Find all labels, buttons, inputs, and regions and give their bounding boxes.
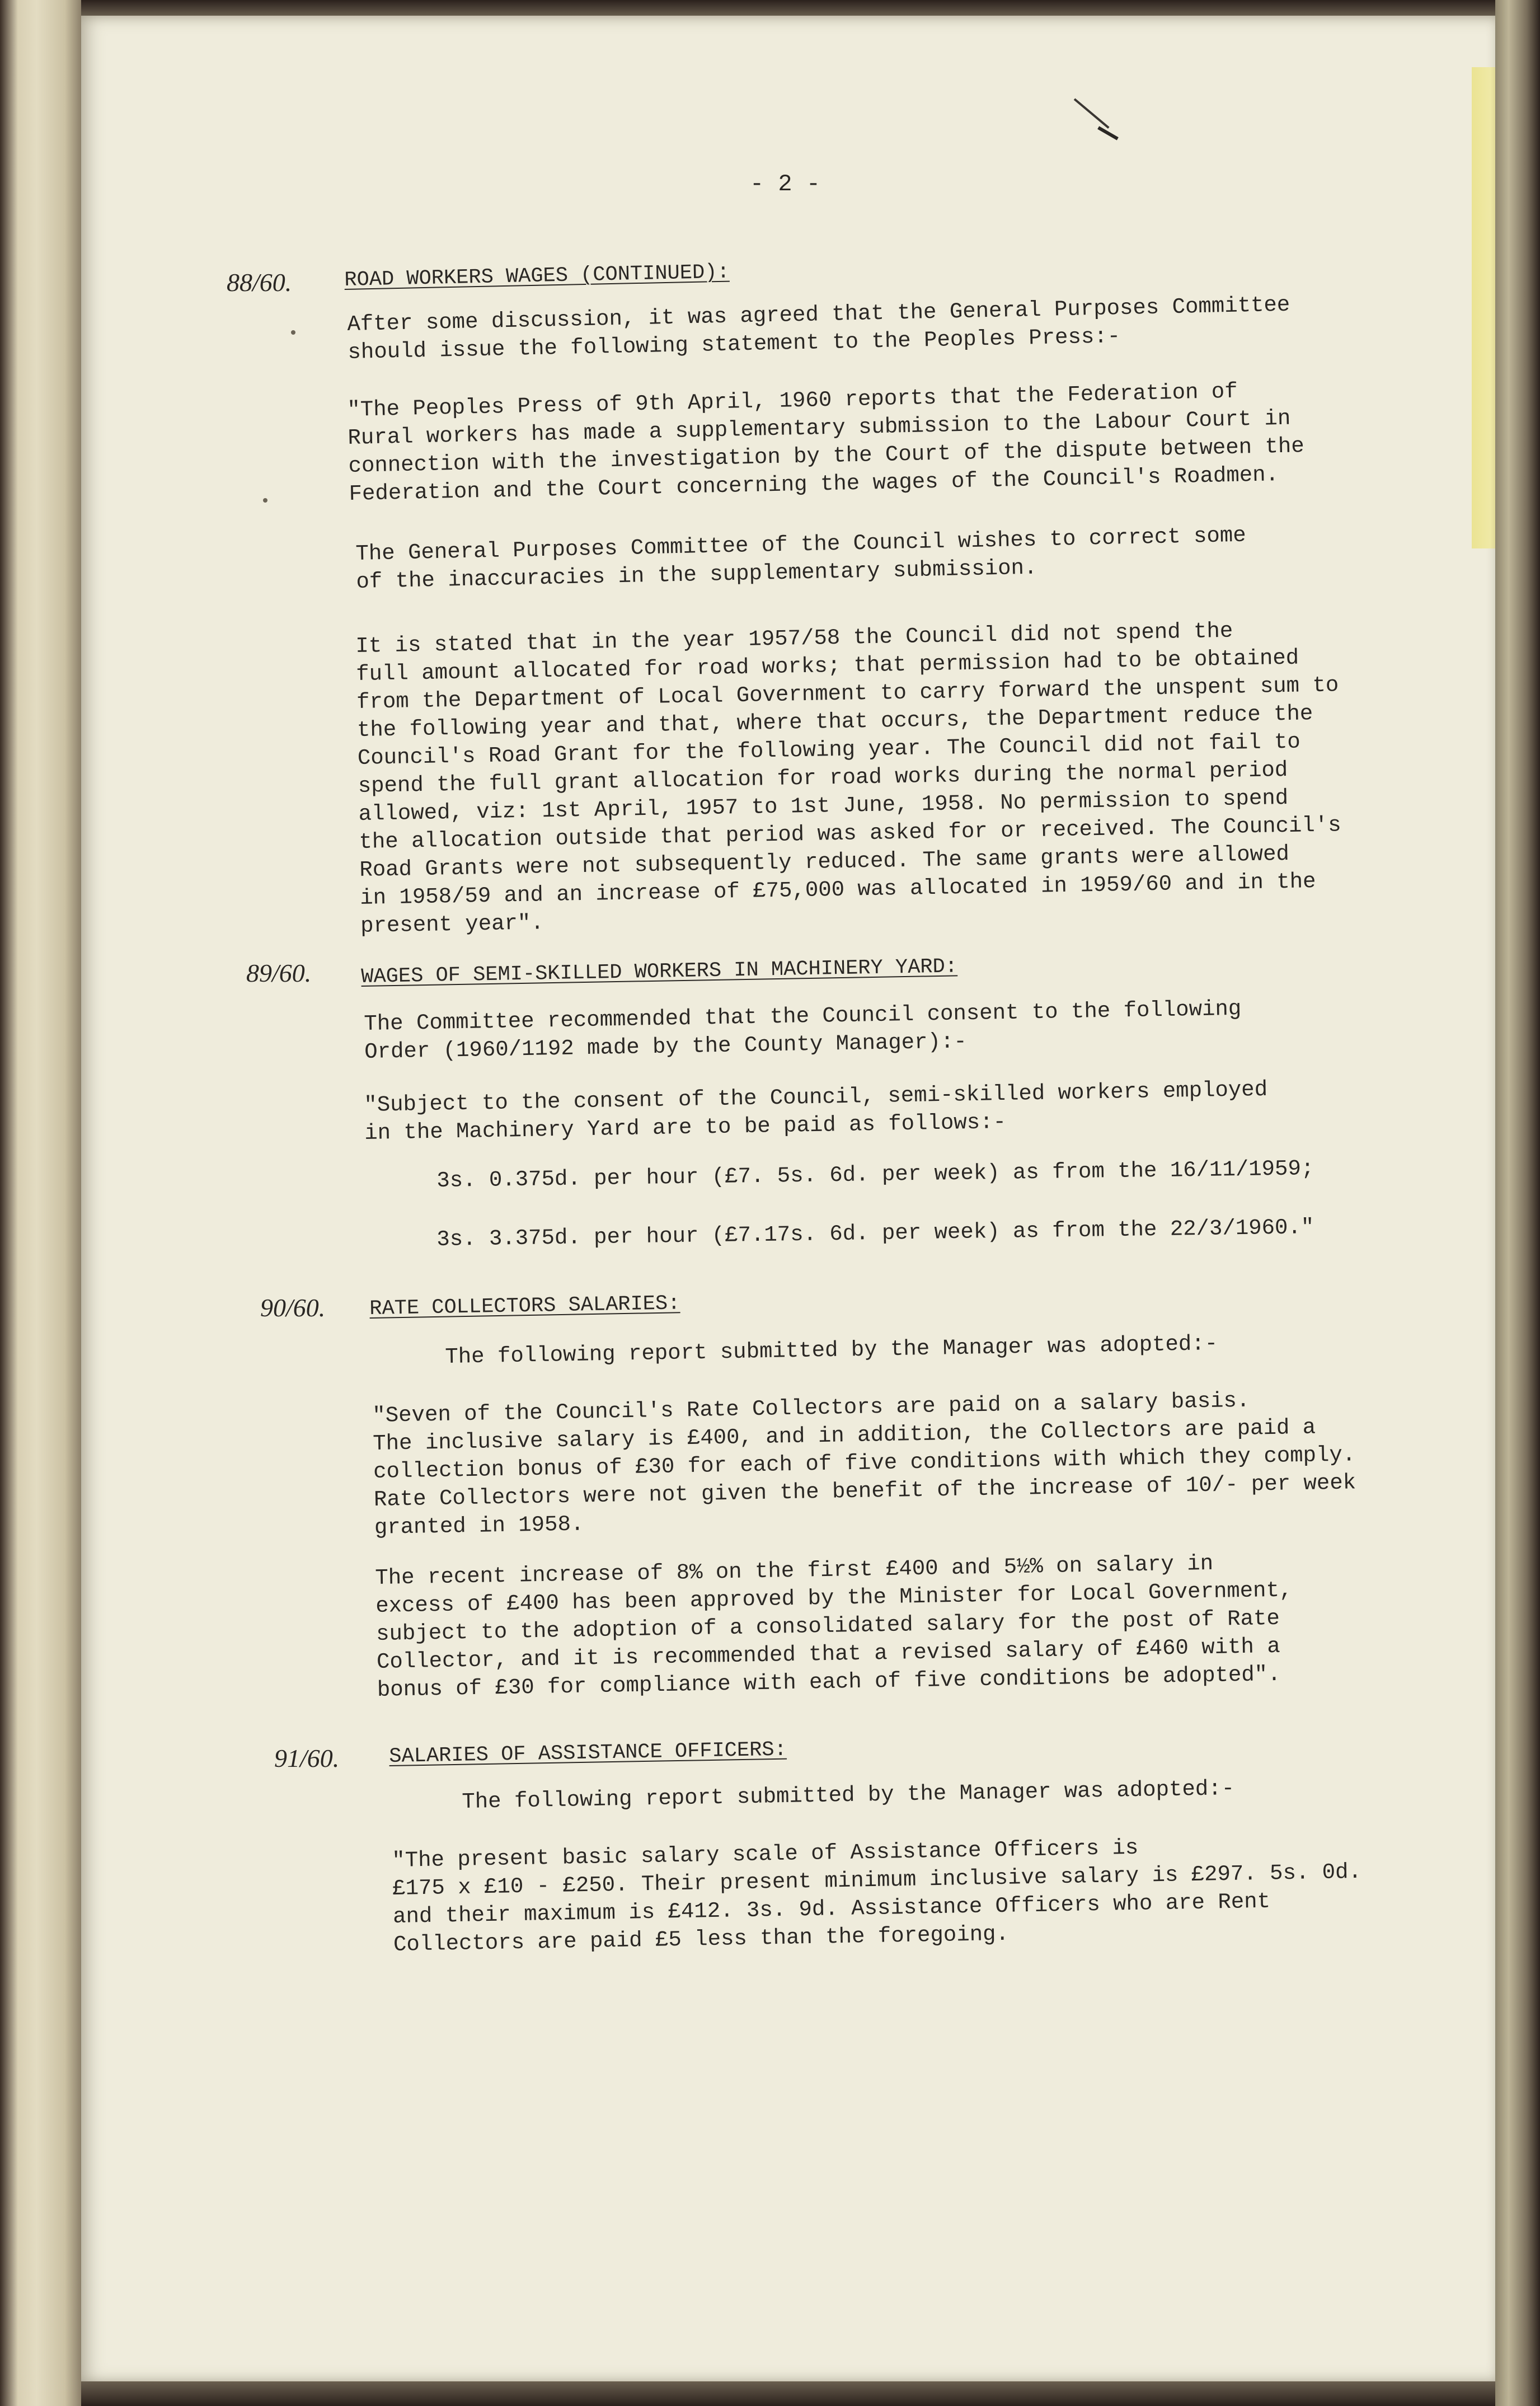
paragraph: "Seven of the Council's Rate Collectors are paid on a salary basis. The inclusive salary is £400, and in addition, the Collectors are paid a collection bonus of £30 for each of five conditions with which they comply. Rate Collectors were not given the benefit of the increase of 10/- per week granted in 1958.: [372, 1388, 1356, 1540]
item-heading: WAGES OF SEMI-SKILLED WORKERS IN MACHINERY YARD:: [361, 955, 958, 989]
item-number: 89/60.: [246, 959, 312, 987]
paragraph: The recent increase of 8% on the first £400 and 5½% on salary in excess of £400 has been approved by the Minister for Local Government, subject to the adoption of a consolidated salary for the post of Rate Collector, and it is recommended that a revised salary of £460 with a bonus of £30 for compliance with each of five conditions be adopted".: [375, 1551, 1293, 1703]
margin-speck: [291, 330, 295, 335]
wage-rate-line: 3s. 0.375d. per hour (£7. 5s. 6d. per week) as from the 16/11/1959;: [436, 1156, 1314, 1193]
page-number: - 2 -: [750, 171, 821, 198]
paragraph: It is stated that in the year 1957/58 the Council did not spend the full amount allocated for road works; that permission had to be obtained from the Department of Local Government to carry forward the unspent sum to the following year and that, where that occurs, the Department reduce the Council's Road Grant for the following year. The Council did not fail to spend the full grant allocation for road works during the normal period allowed, viz: 1st April, 1957 to 1st June, 1958. No permission to spend the allocation outside that period was asked for or received. The Council's Road Grants were not subsequently reduced. The same grants were allowed in 1958/59 and an increase of £75,000 was allocated in 1959/60 and in the present year".: [355, 618, 1341, 939]
page-top-shadow: [81, 0, 1500, 17]
paragraph: The following report submitted by the Manager was adopted:-: [462, 1776, 1235, 1814]
paragraph: "The Peoples Press of 9th April, 1960 reports that the Federation of Rural workers has made a supplementary submission to the Labour Court in connection with the investigation by the Court of the dispute between the Federation and the Court concerning the wages of the Council's Roadmen.: [347, 379, 1305, 506]
page-bottom-shadow: [81, 2381, 1500, 2406]
item-number: 90/60.: [260, 1293, 326, 1322]
item-number: 88/60.: [227, 268, 292, 297]
paragraph: The General Purposes Committee of the Council wishes to correct some of the inaccuracies in the supplementary submission.: [355, 523, 1247, 594]
book-binding: [0, 0, 81, 2406]
wage-rate-line: 3s. 3.375d. per hour (£7.17s. 6d. per week) as from the 22/3/1960.": [436, 1215, 1314, 1252]
item-heading: RATE COLLECTORS SALARIES:: [369, 1292, 680, 1321]
paragraph: "Subject to the consent of the Council, semi-skilled workers employed in the Machinery Yard are to be paid as follows:-: [364, 1077, 1268, 1146]
page-stack-edge: [1495, 0, 1540, 2406]
margin-speck: [263, 498, 267, 503]
document-page: [81, 16, 1500, 2383]
item-heading: ROAD WORKERS WAGES (CONTINUED):: [344, 260, 730, 292]
paragraph: "The present basic salary scale of Assistance Officers is £175 x £10 - £250. Their present minimum inclusive salary is £297. 5s. 0d. and their maximum is £412. 3s. 9d. Assistance Officers who are Rent Collectors are paid £5 less than the foregoing.: [392, 1835, 1362, 1957]
paragraph: The Committee recommended that the Council consent to the following Order (1960/1192 made by the County Manager):-: [364, 996, 1242, 1064]
item-number: 91/60.: [274, 1744, 340, 1772]
paragraph: The following report submitted by the Manager was adopted:-: [445, 1331, 1218, 1370]
item-heading: SALARIES OF ASSISTANCE OFFICERS:: [389, 1738, 787, 1769]
paragraph: After some discussion, it was agreed that the General Purposes Committee should issue the following statement to the Peoples Press:-: [347, 292, 1290, 365]
